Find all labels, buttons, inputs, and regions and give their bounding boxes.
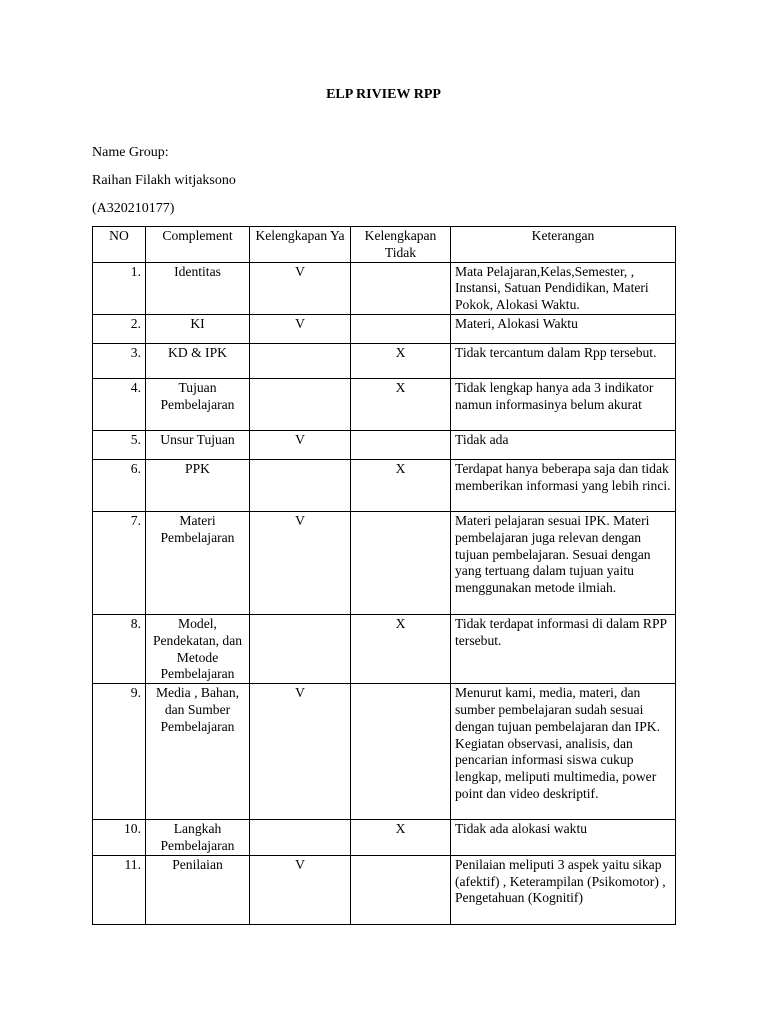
row-ya <box>250 343 351 378</box>
row-complement: Identitas <box>146 262 250 314</box>
row-tidak <box>351 314 451 343</box>
row-complement: Model, Pendekatan, dan Metode Pembelajaran <box>146 614 250 683</box>
row-tidak: X <box>351 459 451 511</box>
row-complement: KD & IPK <box>146 343 250 378</box>
row-complement: PPK <box>146 459 250 511</box>
row-ya <box>250 820 351 856</box>
row-note: Tidak terdapat informasi di dalam RPP tersebut. <box>451 614 676 683</box>
row-no: 11. <box>93 855 146 924</box>
row-no: 8. <box>93 614 146 683</box>
row-tidak: X <box>351 614 451 683</box>
table-row <box>93 511 676 614</box>
table-header-row <box>93 227 676 263</box>
row-note: Tidak ada alokasi waktu <box>451 820 676 856</box>
row-tidak: X <box>351 343 451 378</box>
row-complement: Penilaian <box>146 855 250 924</box>
row-no: 10. <box>93 820 146 856</box>
header-no: NO <box>93 227 146 263</box>
row-no: 2. <box>93 314 146 343</box>
row-ya: V <box>250 314 351 343</box>
header-complement: Complement <box>146 227 250 263</box>
student-name: Raihan Filakh witjaksono <box>92 173 236 188</box>
row-ya: V <box>250 430 351 459</box>
row-tidak <box>351 684 451 820</box>
row-tidak <box>351 855 451 924</box>
row-complement: KI <box>146 314 250 343</box>
row-note: Menurut kami, media, materi, dan sumber pembelajaran sudah sesuai dengan tujuan pembelajaran dan IPK. Kegiatan observasi, analisis, dan pencarian informasi siswa cukup lengkap, meliputi multimedia, power point dan video deskriptif. <box>451 684 676 820</box>
row-note: Penilaian meliputi 3 aspek yaitu sikap (afektif) , Keterampilan (Psikomotor) , Pengetahuan (Kognitif) <box>451 855 676 924</box>
row-no: 7. <box>93 511 146 614</box>
row-note: Tidak lengkap hanya ada 3 indikator namun informasinya belum akurat <box>451 378 676 430</box>
row-ya: V <box>250 511 351 614</box>
row-tidak: X <box>351 378 451 430</box>
row-note: Materi pelajaran sesuai IPK. Materi pembelajaran juga relevan dengan tujuan pembelajaran. Sesuai dengan yang tertuang dalam tujuan yaitu menggunakan metode ilmiah. <box>451 511 676 614</box>
table-row <box>93 378 676 430</box>
row-complement: Tujuan Pembelajaran <box>146 378 250 430</box>
row-no: 6. <box>93 459 146 511</box>
row-complement: Unsur Tujuan <box>146 430 250 459</box>
group-label: Name Group: <box>92 145 169 160</box>
table-row <box>93 684 676 820</box>
row-no: 3. <box>93 343 146 378</box>
row-tidak: X <box>351 820 451 856</box>
row-tidak <box>351 511 451 614</box>
header-keterangan: Keterangan <box>451 227 676 263</box>
document-title: ELP RIVIEW RPP <box>326 87 441 102</box>
table-row <box>93 459 676 511</box>
row-note: Tidak ada <box>451 430 676 459</box>
header-kelengkapan-tidak: Kelengkapan Tidak <box>351 227 451 263</box>
table-row <box>93 614 676 683</box>
header-kelengkapan-ya: Kelengkapan Ya <box>250 227 351 263</box>
row-note: Mata Pelajaran,Kelas,Semester, , Instansi, Satuan Pendidikan, Materi Pokok, Alokasi Waktu. <box>451 262 676 314</box>
row-note: Terdapat hanya beberapa saja dan tidak memberikan informasi yang lebih rinci. <box>451 459 676 511</box>
row-no: 5. <box>93 430 146 459</box>
row-tidak <box>351 430 451 459</box>
row-note: Tidak tercantum dalam Rpp tersebut. <box>451 343 676 378</box>
table-row <box>93 820 676 856</box>
row-complement: Media , Bahan, dan Sumber Pembelajaran <box>146 684 250 820</box>
student-id: (A320210177) <box>92 201 175 216</box>
review-table <box>92 226 676 925</box>
row-complement: Langkah Pembelajaran <box>146 820 250 856</box>
row-ya <box>250 378 351 430</box>
row-note: Materi, Alokasi Waktu <box>451 314 676 343</box>
row-ya: V <box>250 855 351 924</box>
row-no: 9. <box>93 684 146 820</box>
row-ya: V <box>250 262 351 314</box>
table-row <box>93 262 676 314</box>
table-row <box>93 314 676 343</box>
table-row <box>93 343 676 378</box>
row-ya <box>250 459 351 511</box>
row-no: 1. <box>93 262 146 314</box>
row-tidak <box>351 262 451 314</box>
table-row <box>93 430 676 459</box>
row-ya: V <box>250 684 351 820</box>
row-no: 4. <box>93 378 146 430</box>
table-row <box>93 855 676 924</box>
row-complement: Materi Pembelajaran <box>146 511 250 614</box>
row-ya <box>250 614 351 683</box>
